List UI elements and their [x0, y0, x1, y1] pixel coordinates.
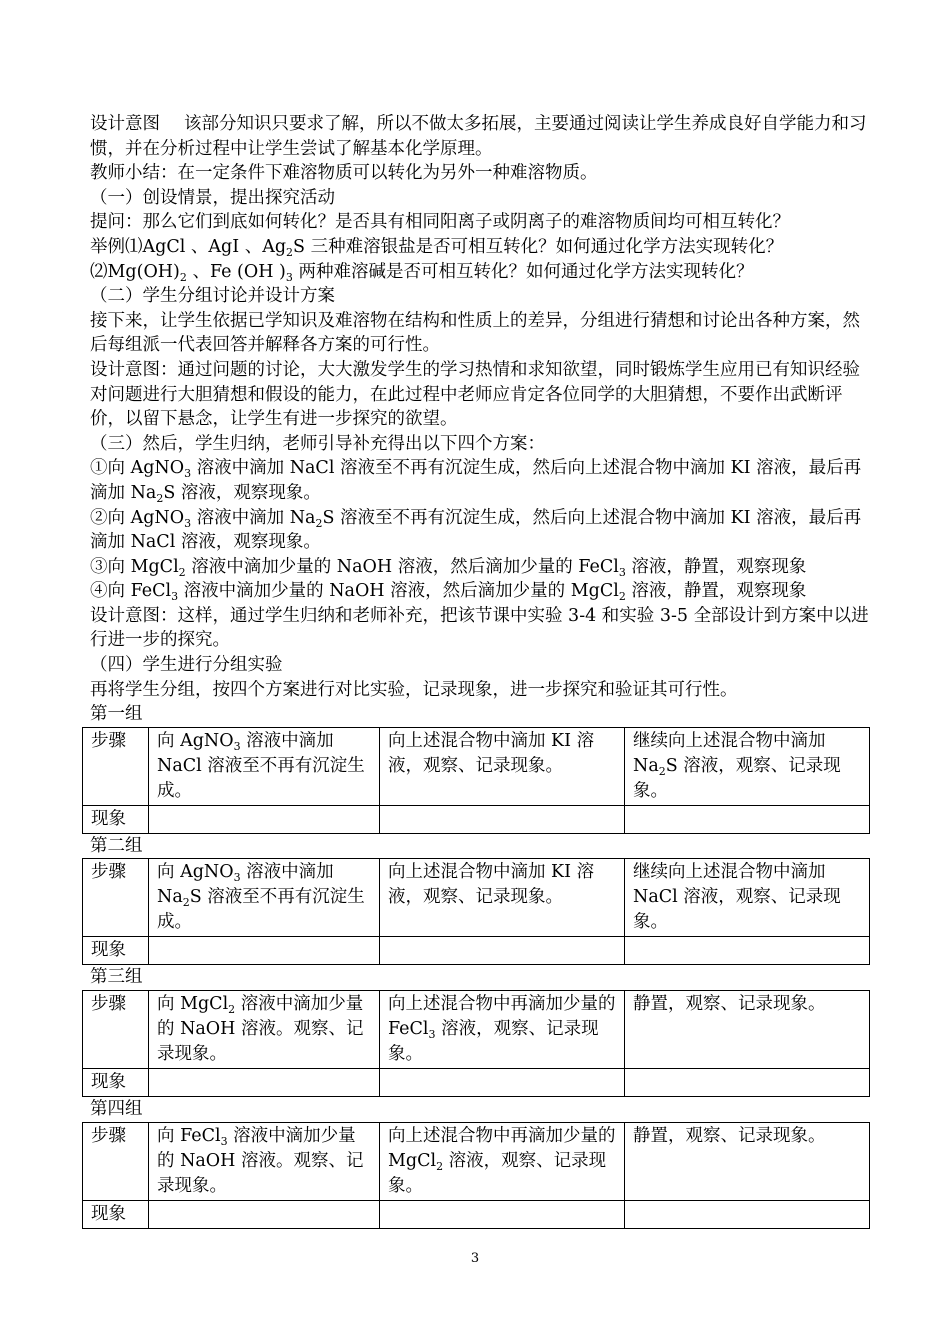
group-1-label: 第一组 — [90, 704, 143, 725]
section-heading-1: （一）创设情景，提出探究活动 — [90, 187, 335, 208]
step-cell-2: 向上述混合物中滴加 KI 溶液，观察、记录现象。 — [380, 727, 625, 805]
phenomenon-cell[interactable] — [380, 805, 625, 833]
step-cell-2: 向上述混合物中再滴加少量的 MgCl$_2$ 溶液，观察、记录现象。 — [380, 1122, 625, 1200]
group-4-label: 第四组 — [90, 1099, 143, 1120]
phenomenon-cell[interactable] — [625, 937, 870, 965]
steps-label: 步骤 — [83, 1122, 149, 1200]
design-intent-3: 设计意图：这样，通过学生归纳和老师补充，把该节课中实验 3-4 和实验 3-5 全部设计到方案中以进行进一步的探究。 — [90, 605, 869, 651]
section-heading-2: （二）学生分组讨论并设计方案 — [90, 286, 335, 307]
phenomenon-cell[interactable] — [380, 937, 625, 965]
table-row — [83, 1069, 870, 1097]
example-2: $⑵Mg(OH)_2$ 、Fe (OH )$_3$ 两种难溶碱是否可相互转化？如何通过化学方法实现转化？ — [90, 261, 754, 284]
phenomenon-cell[interactable] — [149, 937, 380, 965]
group-3-label: 第三组 — [90, 967, 143, 988]
steps-label: 步骤 — [83, 859, 149, 937]
plan-4: ④向 FeCl$_3$ 溶液中滴加少量的 NaOH 溶液，然后滴加少量的 MgCl$_2$ 溶液，静置，观察现象 — [90, 581, 807, 604]
phenomenon-cell[interactable] — [625, 1069, 870, 1097]
table-row — [83, 1122, 870, 1200]
step-cell-3: 静置，观察、记录现象。 — [625, 991, 870, 1069]
phenomenon-label: 现象 — [83, 937, 149, 965]
phenomenon-cell[interactable] — [625, 1200, 870, 1228]
table-row — [83, 859, 870, 937]
table-row — [83, 805, 870, 833]
phenomenon-cell[interactable] — [149, 1069, 380, 1097]
plan-1: ①向 AgNO$_3$ 溶液中滴加 NaCl 溶液至不再有沉淀生成，然后向上述混合物中滴加 KI 溶液，最后再滴加 $Na_2S$ 溶液，观察现象。 — [90, 458, 862, 505]
phenomenon-label: 现象 — [83, 805, 149, 833]
experiment-text: 再将学生分组，按四个方案进行对比实验，记录现象，进一步探究和验证其可行性。 — [90, 679, 738, 700]
step-cell-3: 静置，观察、记录现象。 — [625, 1122, 870, 1200]
design-intent-2: 设计意图：通过问题的讨论，大大激发学生的学习热情和求知欲望，同时锻炼学生应用已有知识经验对问题进行大胆猜想和假设的能力，在此过程中老师应肯定各位同学的大胆猜想，不要作出武断评价，以留下悬念，让学生有进一步探究的欲望。 — [90, 359, 860, 430]
teacher-summary: 教师小结：在一定条件下难溶物质可以转化为另外一种难溶物质。 — [90, 163, 598, 184]
table-row — [83, 1200, 870, 1228]
example-1: 举例⑴AgCl 、AgI 、$Ag_2S$ 三种难溶银盐是否可相互转化？如何通过化学方法实现转化？ — [90, 236, 784, 259]
step-cell-1: 向 AgNO$_3$ 溶液中滴加 $Na_2S$ 溶液至不再有沉淀生成。 — [149, 859, 380, 937]
step-cell-1: 向 AgNO$_3$ 溶液中滴加 NaCl 溶液至不再有沉淀生成。 — [149, 727, 380, 805]
table-row — [83, 991, 870, 1069]
section-heading-3: （三）然后，学生归纳，老师引导补充得出以下四个方案： — [90, 433, 545, 454]
phenomenon-cell[interactable] — [149, 805, 380, 833]
step-cell-2: 向上述混合物中再滴加少量的 FeCl$_3$ 溶液，观察、记录现象。 — [380, 991, 625, 1069]
page-number: 3 — [470, 1251, 480, 1266]
document-body — [90, 112, 870, 1229]
group-1-table — [82, 727, 870, 834]
phenomenon-cell[interactable] — [380, 1069, 625, 1097]
group-2-label: 第二组 — [90, 835, 143, 856]
steps-label: 步骤 — [83, 991, 149, 1069]
table-row — [83, 727, 870, 805]
steps-label: 步骤 — [83, 727, 149, 805]
step-cell-2: 向上述混合物中滴加 KI 溶液，观察、记录现象。 — [380, 859, 625, 937]
group-4-table — [82, 1122, 870, 1229]
phenomenon-cell[interactable] — [149, 1200, 380, 1228]
step-cell-1: 向 MgCl$_2$ 溶液中滴加少量的 NaOH 溶液。观察、记录现象。 — [149, 991, 380, 1069]
phenomenon-label: 现象 — [83, 1200, 149, 1228]
question-text: 提问：那么它们到底如何转化？是否具有相同阳离子或阴离子的难溶物质间均可相互转化？ — [90, 212, 790, 233]
table-row — [83, 937, 870, 965]
plan-2: ②向 AgNO$_3$ 溶液中滴加 $Na_2S$ 溶液至不再有沉淀生成，然后向上述混合物中滴加 KI 溶液，最后再滴加 NaCl 溶液，观察现象。 — [90, 507, 862, 553]
step-cell-1: 向 FeCl$_3$ 溶液中滴加少量的 NaOH 溶液。观察、记录现象。 — [149, 1122, 380, 1200]
plan-3: ③向 MgCl$_2$ 溶液中滴加少量的 NaOH 溶液，然后滴加少量的 FeCl$_3$ 溶液，静置，观察现象 — [90, 556, 807, 579]
group-2-table — [82, 858, 870, 965]
discussion-text: 接下来，让学生依据已学知识及难溶物在结构和性质上的差异，分组进行猜想和讨论出各种方案，然后每组派一代表回答并解释各方案的可行性。 — [90, 310, 860, 356]
section-heading-4: （四）学生进行分组实验 — [90, 655, 283, 676]
step-cell-3: 继续向上述混合物中滴加 $Na_2S$ 溶液，观察、记录现象。 — [625, 727, 870, 805]
phenomenon-cell[interactable] — [625, 805, 870, 833]
group-3-table — [82, 990, 870, 1097]
phenomenon-label: 现象 — [83, 1069, 149, 1097]
step-cell-3: 继续向上述混合物中滴加 NaCl 溶液，观察、记录现象。 — [625, 859, 870, 937]
phenomenon-cell[interactable] — [380, 1200, 625, 1228]
design-intent-1: 设计意图 该部分知识只要求了解，所以不做太多拓展，主要通过阅读让学生养成良好自学能力和习惯，并在分析过程中让学生尝试了解基本化学原理。 — [90, 114, 867, 159]
